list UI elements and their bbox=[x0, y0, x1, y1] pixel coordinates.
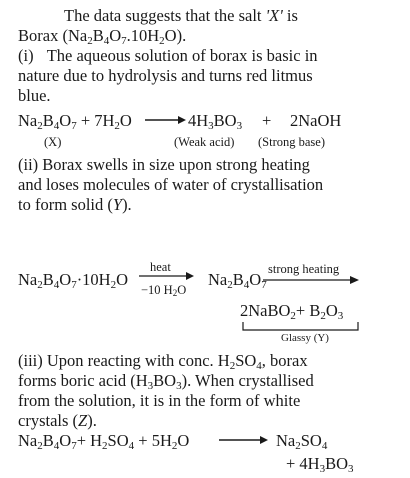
eq2-strong-heating-arrow bbox=[262, 273, 362, 287]
point-ii-line-1: (ii) Borax swells in size upon strong heating bbox=[18, 155, 310, 174]
eq2-heat-label: heat bbox=[150, 260, 171, 274]
eq2-heat-arrow bbox=[138, 269, 196, 283]
eq3-arrow bbox=[218, 432, 270, 448]
point-i-line-2: nature due to hydrolysis and turns red litmus bbox=[18, 66, 313, 85]
eq2-strong-heating-label: strong heating bbox=[268, 262, 340, 276]
eq2-intermediate: $Na_2B_4O_7$ bbox=[208, 270, 267, 291]
point-iii-line-4 bbox=[18, 411, 97, 431]
point-ii-line-3 bbox=[18, 195, 132, 215]
point-i-label: (i) bbox=[18, 46, 34, 65]
eq3-lhs: $Na_2B_4O_7+ H_2SO_4 + 5H_2O$ bbox=[18, 431, 190, 452]
point-ii-line-2: and loses molecules of water of crystallisation bbox=[18, 175, 324, 194]
solid-y-symbol: Y bbox=[112, 195, 123, 214]
eq2-reactant: $Na_2B_4O_7\cdot 10H_2O$ bbox=[18, 270, 129, 291]
point-i-line-1 bbox=[18, 46, 318, 66]
point-ii-text-a: to form solid ( bbox=[18, 195, 113, 214]
eq2-heat-below-label: −10 $H_2O$ bbox=[141, 283, 187, 298]
intro-line-2: Borax $(Na_2B_4O_7.10H_2O)$. bbox=[18, 26, 187, 47]
eq3-product-sodium-sulfate: $Na_2SO_4$ bbox=[276, 431, 328, 452]
eq2-glassy-label: Glassy (Y) bbox=[281, 332, 329, 344]
eq1-lhs: $Na_2B_4O_7 + 7H_2O$ bbox=[18, 111, 132, 132]
point-iii-text-b: ). bbox=[87, 411, 97, 430]
eq1-plus: + bbox=[262, 111, 272, 130]
crystal-z-symbol: Z bbox=[78, 411, 88, 430]
eq3-product-boric-acid: + $4H_3BO_3$ bbox=[286, 454, 354, 475]
eq2-bracket bbox=[242, 322, 360, 332]
salt-x-symbol: 'X' bbox=[265, 6, 283, 25]
point-iii-line-1: (iii) Upon reacting with conc. $H_2SO_4$, borax bbox=[18, 351, 308, 372]
eq2-products: 2NaBO$_2$+ $B_2O_3$ bbox=[240, 301, 344, 322]
point-iii-text-a: crystals ( bbox=[18, 411, 79, 430]
eq1-label-weak-acid: (Weak acid) bbox=[174, 135, 235, 149]
eq1-arrow bbox=[144, 112, 188, 128]
intro-text-b: is bbox=[282, 6, 298, 25]
intro-line-1 bbox=[64, 6, 298, 26]
eq1-label-x: (X) bbox=[44, 135, 62, 149]
point-i-line-3: blue. bbox=[18, 86, 51, 105]
intro-text-a: The data suggests that the salt bbox=[64, 6, 266, 25]
point-ii-text-b: ). bbox=[122, 195, 132, 214]
eq1-product-naoh: 2NaOH bbox=[290, 111, 342, 130]
point-i-text-1: The aqueous solution of borax is basic in bbox=[46, 46, 318, 65]
eq1-product-boric-acid: $4H_3BO_3$ bbox=[188, 111, 243, 132]
point-iii-line-2: forms boric acid $(H_3BO_3)$. When crystallised bbox=[18, 371, 314, 392]
point-iii-line-3: from the solution, it is in the form of white bbox=[18, 391, 301, 410]
eq1-label-strong-base: (Strong base) bbox=[258, 135, 325, 149]
